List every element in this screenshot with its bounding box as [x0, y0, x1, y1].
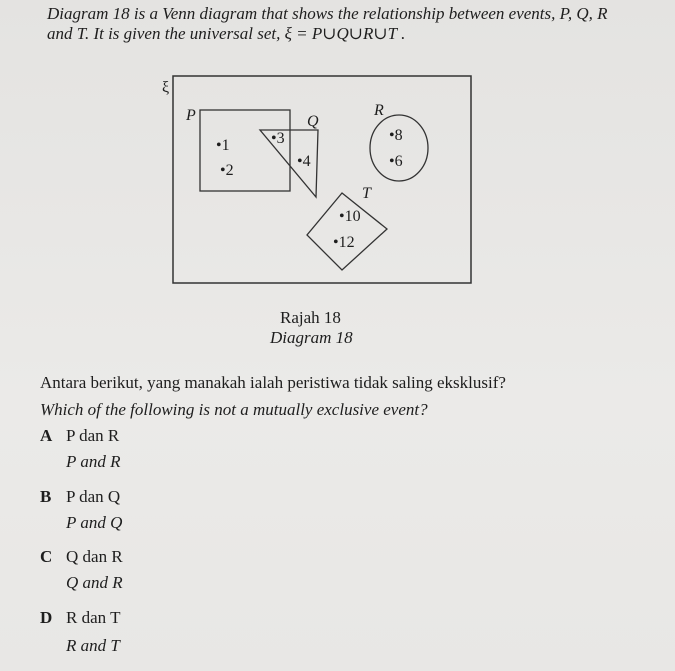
caption-malay: Rajah 18 [280, 308, 341, 327]
element-8: •8 [389, 127, 403, 144]
caption-english: Diagram 18 [270, 328, 353, 347]
intro-line-1: Diagram 18 is a Venn diagram that shows the relationship between events, P, Q, R [47, 4, 608, 23]
element-3: •3 [271, 130, 285, 147]
set-q-label: Q [307, 113, 319, 130]
universal-set-symbol: ξ [162, 79, 170, 96]
option-malay: P dan Q [66, 487, 121, 506]
option-letter: B [40, 487, 52, 506]
element-10: •10 [339, 208, 361, 225]
option-malay: R dan T [66, 608, 121, 627]
option-english: R and T [66, 636, 120, 655]
universal-set-box [173, 76, 471, 283]
prompt-english: Which of the following is not a mutually exclusive event? [40, 400, 428, 419]
set-t-label: T [362, 185, 371, 202]
option-english: P and R [66, 452, 121, 471]
option-letter: D [40, 608, 53, 627]
element-1: •1 [216, 137, 230, 154]
option-malay: Q dan R [66, 547, 123, 566]
set-p-label: P [186, 107, 196, 124]
set-r-circle [370, 115, 428, 181]
set-t-diamond [307, 193, 387, 270]
element-4: •4 [297, 153, 311, 170]
element-2: •2 [220, 162, 234, 179]
option-letter: A [40, 426, 53, 445]
prompt-malay: Antara berikut, yang manakah ialah peristiwa tidak saling eksklusif? [40, 373, 506, 392]
venn-diagram [0, 0, 675, 300]
option-english: Q and R [66, 573, 123, 592]
option-malay: P dan R [66, 426, 120, 445]
set-r-label: R [374, 102, 384, 119]
element-12: •12 [333, 234, 355, 251]
intro-line-2: and T. It is given the universal set, ξ = P∪Q∪R∪T . [47, 24, 406, 43]
option-english: P and Q [66, 513, 123, 532]
element-6: •6 [389, 153, 403, 170]
option-letter: C [40, 547, 53, 566]
